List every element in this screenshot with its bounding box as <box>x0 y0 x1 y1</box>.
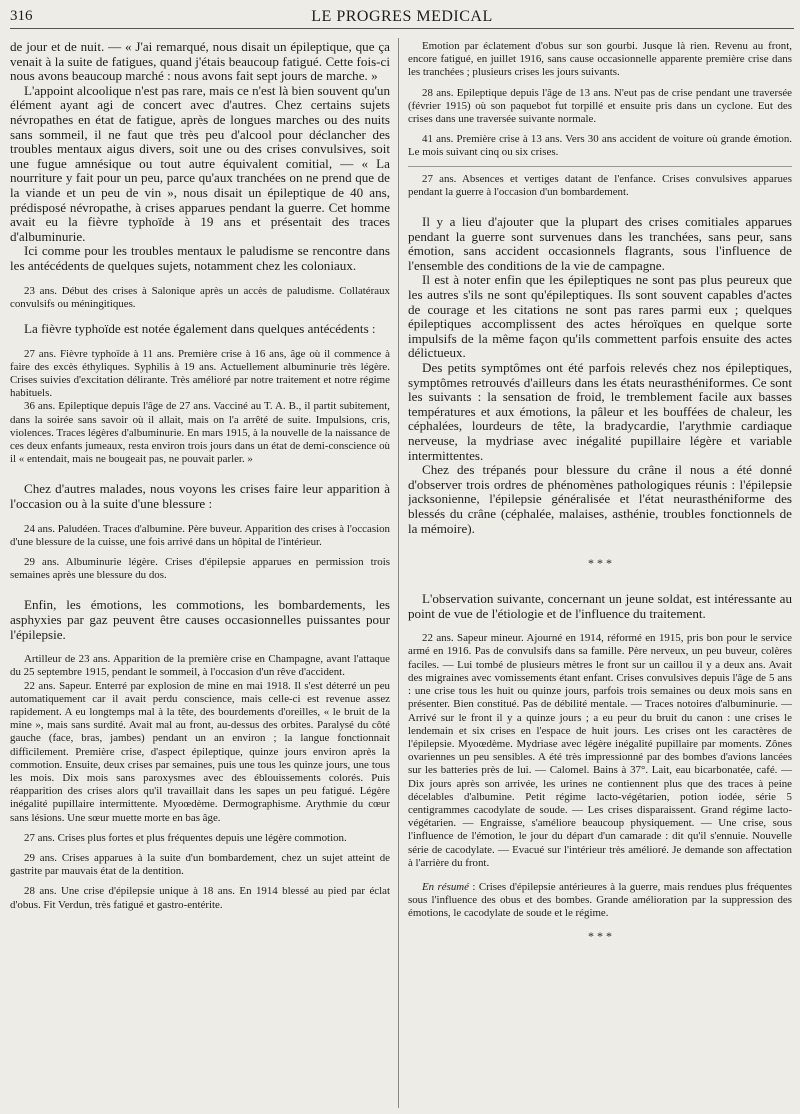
spacer <box>10 582 390 598</box>
spacer <box>10 274 390 285</box>
section-separator: * * * <box>588 928 612 943</box>
spacer <box>408 199 792 215</box>
case-note: 29 ans. Albuminurie légère. Crises d'épilepsie apparues en permission trois semaines après une blessure du dos. <box>10 555 390 582</box>
case-note: Artilleur de 23 ans. Apparition de la première crise en Champagne, avant l'attaque du 25 septembre 1915, pendant le sommeil, à l'occasion d'un rêve d'accident. <box>10 653 390 679</box>
column-divider <box>398 38 399 1108</box>
body-paragraph: Il est à noter enfin que les épileptiques ne sont pas plus peureux que les autres s'ils ne sont qu'épileptiques. Ils sont souvent capables d'actes de courage et les citations ne sont pas rares parmi eux ; quelques épileptiques accomplissent des actes héroïques en quelque sorte impulsifs de la même façon qu'ils commettent parfois ensuite des actes délictueux. <box>408 272 792 361</box>
spacer <box>10 878 390 885</box>
case-note: 28 ans. Une crise d'épilepsie unique à 18 ans. En 1914 blessé au pied par éclat d'obus. Fit Verdun, très fatigué et gastro-entérite. <box>10 885 390 911</box>
body-paragraph: Chez des trépanés pour blessure du crâne il nous a été donné d'observer trois ordres de phénomènes pathologiques réunis : l'épilepsie jacksonienne, l'épilepsie généralisée et l'état neurasthéniforme des blessés du crâne (céphalée, malaises, asthénie, troubles fonctionnels de la mémoire). <box>408 462 792 536</box>
spacer <box>10 512 390 523</box>
spacer <box>408 621 792 632</box>
body-paragraph: L'observation suivante, concernant un jeune soldat, est intéressante au point de vue de l'étiologie et de l'influence du traitement. <box>408 591 792 621</box>
spacer <box>10 845 390 852</box>
case-note: 41 ans. Première crise à 13 ans. Vers 30 ans accident de voiture où grande émotion. Le mois suivant cinq ou six crises. <box>408 133 792 159</box>
body-paragraph: L'appoint alcoolique n'est pas rare, mais ce n'est là bien souvent qu'un élément ayant agi de concert avec d'autres. Chez certains sujets névropathes en état de fatigue, après de longues marches ou des nuits sans sommeil, il ne faut que très peu d'alcool pour déclancher des troubles mentaux aigus divers, soit une ou des crises convulsives, soit une fugue amnésique ou tout autre équivalent comitial, — « La nourriture y fait pour un peu, parce qu'aux tranchées on ne prend que de la viande et un peu de vin », nous disait un épileptique de 40 ans, prédisposé névropathe, à crises apparues pendant la guerre. Cet homme avait eu la fièvre typhoïde à 19 ans et présentait des traces d'albuminurie. <box>10 82 390 244</box>
case-note: 27 ans. Crises plus fortes et plus fréquentes depuis une légère commotion. <box>24 831 347 844</box>
case-note: 22 ans. Sapeur mineur. Ajourné en 1914, réformé en 1915, pris bon pour le service armé en 1916. Pas de convulsifs dans sa famille. Père nerveux, un peu buveur, colères faciles. — Lui tombé de plusieurs mètres le front sur un caillou il y a deux ans. Avait des migraines avec vomissements étant enfant. Crises convulsives depuis l'âge de 5 ans : une crise tous les huit ou quinze jours, parfois trois semaines ou deux mois sans en présenter. Bien constitué. Pas de débilité mentale. — Traces notoires d'albuminurie. — Arrivé sur le front il y a quinze jours ; a eu peur du bruit du canon : une crises le lendemain et six crises en l'espace de huit jours. Les crises ont les caractères de l'épilepsie. Myoœdème. Mydriase avec légère inégalité pupillaire par moments. Zônes ovariennes un peu sensibles. A été très impressionné par des bombes d'avions lancées sur les batteries près de lui. — Calomel. Bains à 37°. Lait, eau bicarbonatée, café. — Dix jours après son arrivée, les urines ne contiennent plus que des traces à peine décelables d'albumine. Petit régime lacto-végétarien, potion iodée, série 5 centigrammes cacodylate de soude. — Les crises disparaissent. Grand régime lacto-végétarien. — Engraisse, s'améliore beaucoup physiquement. — Une crise, sous l'influence de l'émotion, le jour du départ d'un camarade : dit qu'il s'ennuie. Nouvelle série de cacodylate. — Evacué sur l'intérieur très amélioré. Je demande son affectation à l'arrière du front. <box>408 632 792 869</box>
case-note: 22 ans. Sapeur. Enterré par explosion de mine en mai 1918. Il s'est déterré un peu automatiquement car il avait perdu conscience, mais celle-ci est revenue assez rapidement. A eu longtemps mal à la tête, des bourdements d'oreilles, « le bruit de la mine », mais sans surdité. Avait mal au front, au-dessus des orbites. Paralysé du côté gauche (face, bras, jambes) pendant un an environ ; la langue fonctionnait difficilement. Première crise, d'aspect épileptique, quinze jours environ après la commotion. Ensuite, deux crises par semaines, puis une tous les quinze jours, une tous les mois. Dix mois sans paroxysmes avec des éblouissements colorés. Puis réapparition des crises alors qu'il travaillait dans les sapes un peu fatigué. Légère inégalité pupillaire intermittente. Myoœdème. Dermographisme. Arythmie du cœur sans lésions. Une sœur muette morte en bas âge. <box>10 679 390 824</box>
body-paragraph: Des petits symptômes ont été parfois relevés chez nos épileptiques, symptômes retrouvés d'ailleurs dans les états neurasthéniformes. Ce sont les suivants : la sensation de froid, le tremblement facile aux basses températures et aux émotions, la pâleur et les bouffées de chaleur, les céphalées, lourdeurs de tête, la bradycardie, l'arythmie cardiaque nerveuse, la mydriase avec inégalité pupillaire légère et variable intermittentes. <box>408 359 792 463</box>
spacer <box>10 642 390 653</box>
body-paragraph: La fièvre typhoïde est notée également dans quelques antécédents : <box>24 320 376 336</box>
body-paragraph: Enfin, les émotions, les commotions, les bombardements, les asphyxies par gaz peuvent être causes occasionnelles puissantes pour l'épilepsie. <box>10 597 390 642</box>
body-paragraph: de jour et de nuit. — « J'ai remarqué, nous disait un épileptique, que ça venait à la suite de fatigues, quand j'étais beaucoup fatigué. Cette fois-ci nous avons beaucoup marché : nous avons fait sept jours de marche. » <box>10 40 390 84</box>
spacer <box>10 825 390 832</box>
spacer <box>10 549 390 556</box>
spacer <box>408 126 792 133</box>
case-note: 36 ans. Epileptique depuis l'âge de 27 ans. Vacciné au T. A. B., il partit subitement, dans la soirée sans savoir où il allait, mais on l'a arrêté de suite. Impulsions, cris, violences. Traces légères d'albuminurie. En mars 1915, à la nouvelle de la naissance de ces deux enfants jumeaux, resta environ trois jours dans un état de demi-conscience où il « entendait, mais ne bougeait pas, ne pouvait parler. » <box>10 400 390 466</box>
case-note: 24 ans. Paludéen. Traces d'albumine. Père buveur. Apparition des crises à l'occasion d'une blessure de la cuisse, une fois arrivé dans un hôpital de l'intérieur. <box>10 522 390 548</box>
journal-title: LE PROGRES MEDICAL <box>311 8 493 25</box>
section-separator: * * * <box>588 556 612 571</box>
spacer <box>408 80 792 87</box>
left-column <box>10 40 390 1108</box>
divider <box>408 166 792 167</box>
page-header <box>10 6 794 29</box>
spacer <box>408 870 792 881</box>
case-note: 23 ans. Début des crises à Salonique après un accès de paludisme. Collatéraux convulsifs ou méningitiques. <box>10 284 390 310</box>
spacer <box>10 337 390 348</box>
spacer <box>10 466 390 482</box>
case-note: 28 ans. Epileptique depuis l'âge de 13 ans. N'eut pas de crise pendant une traversée (février 1915) où son paquebot fut torpillé et ensuite pris dans un cyclone. Eut des crises dans une traversée suivante normale. <box>408 86 792 126</box>
body-paragraph: Chez d'autres malades, nous voyons les crises faire leur apparition à l'occasion ou à la suite d'une blessure : <box>10 481 390 511</box>
case-note: Emotion par éclatement d'obus sur son gourbi. Jusque là rien. Revenu au front, encore fatigué, en juillet 1916, sans cause occasionnelle apparente première crise dans les tranchées ; plusieurs crises les jours suivants. <box>408 40 792 79</box>
summary-paragraph <box>408 881 792 921</box>
page-number: 316 <box>10 8 33 24</box>
case-note: 27 ans. Fièvre typhoïde à 11 ans. Première crise à 16 ans, âge où il commence à faire des excès éthyliques. Syphilis à 19 ans. Actuellement albuminurie très légère. Crises suivies d'excitation délirante. Très amélioré par notre traitement et notre régime habituels. <box>10 347 390 400</box>
right-column <box>408 40 792 1108</box>
summary-lead: En résumé <box>422 880 469 893</box>
body-paragraph: Ici comme pour les troubles mentaux le paludisme se rencontre dans les antécédents de quelques sujets, notamment chez les coloniaux. <box>10 243 390 273</box>
body-paragraph: Il y a lieu d'ajouter que la plupart des crises comitiales apparues pendant la guerre sont survenues dans les tranchées, sans peur, sans émotion, sans accident occasionnels flagrants, sous l'influence de l'ensemble des conditions de la vie de campagne. <box>408 214 792 273</box>
summary-text: : Crises d'épilepsie antérieures à la guerre, mais rendues plus fréquentes sous l'influence des obus et des bombes. Grande amélioration par la suppression des émotions, le cacodylate de soude et le régime. <box>408 880 792 920</box>
case-note: 27 ans. Absences et vertiges datant de l'enfance. Crises convulsives apparues pendant la guerre à l'occasion d'un bombardement. <box>408 172 792 198</box>
case-note: 29 ans. Crises apparues à la suite d'un bombardement, chez un sujet atteint de gastrite par mauvais état de la dentition. <box>10 851 390 878</box>
